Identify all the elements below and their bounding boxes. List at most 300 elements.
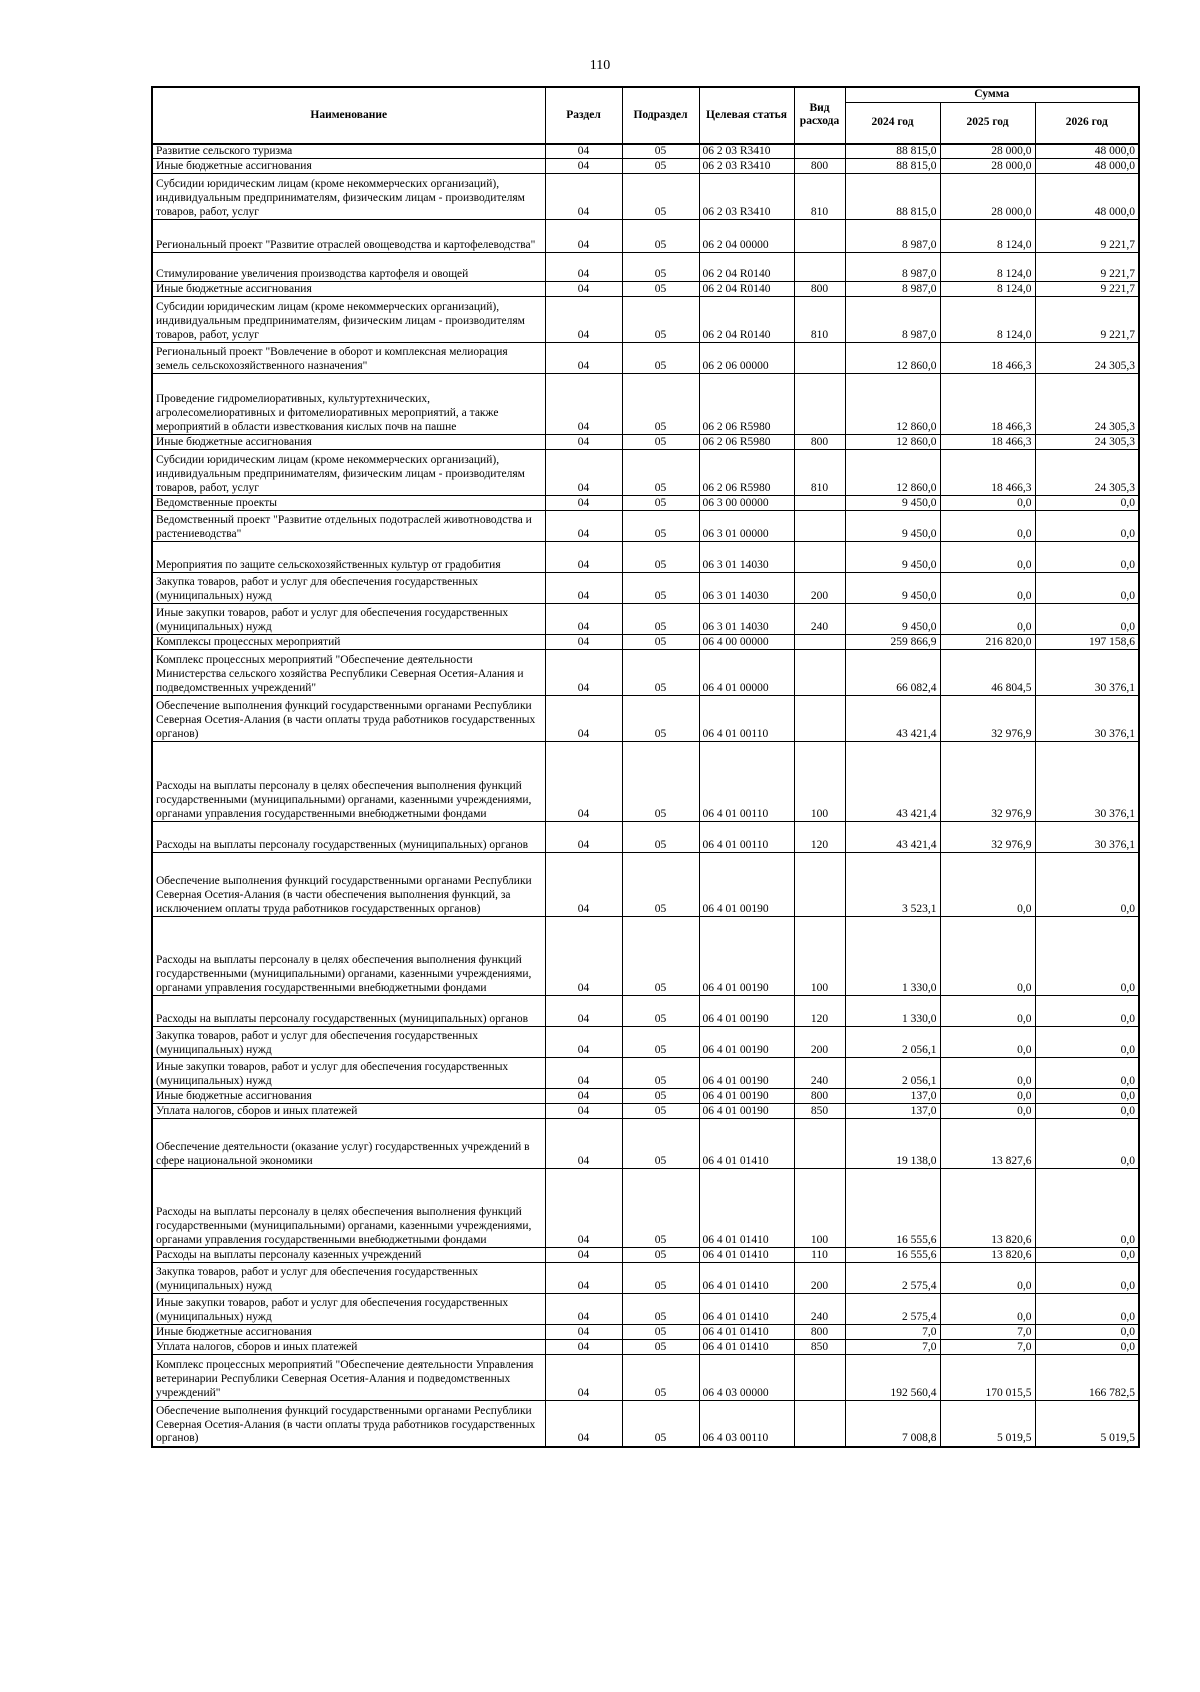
table-cell-2026: 24 305,3 bbox=[1035, 374, 1139, 435]
table-cell-2024: 88 815,0 bbox=[845, 144, 940, 159]
table-cell-razdel: 04 bbox=[545, 1401, 622, 1447]
table-cell-razdel: 04 bbox=[545, 174, 622, 220]
table-cell-2024: 9 450,0 bbox=[845, 542, 940, 573]
table-cell-name: Уплата налогов, сборов и иных платежей bbox=[152, 1340, 545, 1355]
table-cell-name: Закупка товаров, работ и услуг для обеспечения государственных (муниципальных) нужд bbox=[152, 573, 545, 604]
table-cell-2026: 0,0 bbox=[1035, 1089, 1139, 1104]
table-cell-2024: 16 555,6 bbox=[845, 1248, 940, 1263]
table-cell-2025: 18 466,3 bbox=[940, 435, 1035, 450]
table-cell-vid bbox=[794, 650, 845, 696]
table-cell-2025: 0,0 bbox=[940, 853, 1035, 917]
table-cell-2026: 24 305,3 bbox=[1035, 435, 1139, 450]
table-cell-2026: 30 376,1 bbox=[1035, 650, 1139, 696]
table-cell-target: 06 4 01 01410 bbox=[699, 1294, 794, 1325]
table-cell-razdel: 04 bbox=[545, 1089, 622, 1104]
table-cell-2025: 13 827,6 bbox=[940, 1119, 1035, 1169]
table-cell-target: 06 3 01 14030 bbox=[699, 573, 794, 604]
table-cell-vid: 800 bbox=[794, 1325, 845, 1340]
table-cell-2024: 12 860,0 bbox=[845, 343, 940, 374]
table-cell-2026: 0,0 bbox=[1035, 1169, 1139, 1248]
table-row bbox=[152, 696, 1139, 742]
page-number: 110 bbox=[589, 58, 611, 73]
table-cell-razdel: 04 bbox=[545, 1248, 622, 1263]
table-cell-vid bbox=[794, 220, 845, 253]
table-row bbox=[152, 1104, 1139, 1119]
table-row bbox=[152, 450, 1139, 496]
table-cell-2024: 9 450,0 bbox=[845, 604, 940, 635]
table-cell-podrazdel: 05 bbox=[622, 853, 699, 917]
table-cell-2025: 0,0 bbox=[940, 496, 1035, 511]
table-row bbox=[152, 435, 1139, 450]
table-cell-razdel: 04 bbox=[545, 159, 622, 174]
table-cell-razdel: 04 bbox=[545, 635, 622, 650]
table-cell-2026: 0,0 bbox=[1035, 511, 1139, 542]
table-cell-vid bbox=[794, 696, 845, 742]
table-row bbox=[152, 635, 1139, 650]
table-cell-2025: 0,0 bbox=[940, 1294, 1035, 1325]
table-cell-name: Региональный проект "Развитие отраслей овощеводства и картофелеводства" bbox=[152, 220, 545, 253]
table-cell-razdel: 04 bbox=[545, 996, 622, 1027]
table-cell-2025: 13 820,6 bbox=[940, 1169, 1035, 1248]
table-cell-2024: 9 450,0 bbox=[845, 511, 940, 542]
table-cell-2024: 1 330,0 bbox=[845, 917, 940, 996]
table-cell-name: Расходы на выплаты персоналу в целях обеспечения выполнения функций государственными (муниципальными) органами, казенными учреждениями, органами управления государственными внебюджетными фондами bbox=[152, 742, 545, 822]
table-row bbox=[152, 297, 1139, 343]
table-cell-podrazdel: 05 bbox=[622, 297, 699, 343]
table-cell-podrazdel: 05 bbox=[622, 282, 699, 297]
table-cell-2025: 8 124,0 bbox=[940, 253, 1035, 282]
table-cell-name: Иные закупки товаров, работ и услуг для обеспечения государственных (муниципальных) нужд bbox=[152, 1058, 545, 1089]
table-row bbox=[152, 343, 1139, 374]
table-cell-vid: 110 bbox=[794, 1248, 845, 1263]
table-cell-razdel: 04 bbox=[545, 1104, 622, 1119]
table-cell-2026: 0,0 bbox=[1035, 1294, 1139, 1325]
table-cell-target: 06 4 01 00190 bbox=[699, 996, 794, 1027]
table-cell-2024: 9 450,0 bbox=[845, 496, 940, 511]
table-row bbox=[152, 1325, 1139, 1340]
table-cell-razdel: 04 bbox=[545, 1294, 622, 1325]
table-cell-2025: 28 000,0 bbox=[940, 144, 1035, 159]
table-cell-2025: 216 820,0 bbox=[940, 635, 1035, 650]
table-cell-podrazdel: 05 bbox=[622, 1169, 699, 1248]
table-cell-2025: 0,0 bbox=[940, 1089, 1035, 1104]
table-cell-2024: 8 987,0 bbox=[845, 282, 940, 297]
table-cell-2024: 88 815,0 bbox=[845, 159, 940, 174]
table-cell-podrazdel: 05 bbox=[622, 604, 699, 635]
table-cell-name: Расходы на выплаты персоналу в целях обеспечения выполнения функций государственными (муниципальными) органами, казенными учреждениями, органами управления государственными внебюджетными фондами bbox=[152, 917, 545, 996]
table-cell-2024: 2 056,1 bbox=[845, 1027, 940, 1058]
table-cell-2024: 12 860,0 bbox=[845, 450, 940, 496]
table-cell-target: 06 4 01 01410 bbox=[699, 1325, 794, 1340]
table-cell-razdel: 04 bbox=[545, 742, 622, 822]
table-cell-2024: 8 987,0 bbox=[845, 220, 940, 253]
table-cell-vid bbox=[794, 374, 845, 435]
table-cell-vid: 810 bbox=[794, 450, 845, 496]
table-cell-2026: 0,0 bbox=[1035, 1263, 1139, 1294]
table-row bbox=[152, 1248, 1139, 1263]
table-cell-vid bbox=[794, 1119, 845, 1169]
table-cell-name: Проведение гидромелиоративных, культуртехнических, агролесомелиоративных и фитомелиоративных мероприятий, а также мероприятий в области известкования кислых почв на пашне bbox=[152, 374, 545, 435]
table-cell-2024: 259 866,9 bbox=[845, 635, 940, 650]
table-cell-2026: 24 305,3 bbox=[1035, 343, 1139, 374]
table-body bbox=[152, 144, 1139, 1447]
table-cell-name: Расходы на выплаты персоналу государственных (муниципальных) органов bbox=[152, 822, 545, 853]
table-row bbox=[152, 374, 1139, 435]
table-cell-vid: 100 bbox=[794, 1169, 845, 1248]
table-cell-2025: 0,0 bbox=[940, 1104, 1035, 1119]
table-cell-podrazdel: 05 bbox=[622, 1263, 699, 1294]
table-cell-2025: 0,0 bbox=[940, 1027, 1035, 1058]
table-cell-name: Ведомственный проект "Развитие отдельных подотраслей животноводства и растениеводства" bbox=[152, 511, 545, 542]
table-cell-name: Закупка товаров, работ и услуг для обеспечения государственных (муниципальных) нужд bbox=[152, 1027, 545, 1058]
table-cell-target: 06 3 01 14030 bbox=[699, 542, 794, 573]
table-cell-2026: 0,0 bbox=[1035, 542, 1139, 573]
table-cell-razdel: 04 bbox=[545, 542, 622, 573]
table-cell-name: Ведомственные проекты bbox=[152, 496, 545, 511]
table-cell-podrazdel: 05 bbox=[622, 374, 699, 435]
table-cell-vid: 850 bbox=[794, 1340, 845, 1355]
table-cell-razdel: 04 bbox=[545, 343, 622, 374]
table-cell-2025: 0,0 bbox=[940, 1058, 1035, 1089]
table-row bbox=[152, 1089, 1139, 1104]
header-2026: 2026 год bbox=[1035, 102, 1139, 144]
table-row bbox=[152, 742, 1139, 822]
table-cell-name: Комплекс процессных мероприятий "Обеспечение деятельности Управления ветеринарии Республики Северная Осетия-Алания и подведомственных учреждений" bbox=[152, 1355, 545, 1401]
table-cell-target: 06 3 00 00000 bbox=[699, 496, 794, 511]
table-cell-2026: 30 376,1 bbox=[1035, 822, 1139, 853]
table-cell-razdel: 04 bbox=[545, 282, 622, 297]
table-cell-2024: 7,0 bbox=[845, 1325, 940, 1340]
table-cell-2026: 0,0 bbox=[1035, 1325, 1139, 1340]
table-cell-2025: 46 804,5 bbox=[940, 650, 1035, 696]
table-cell-razdel: 04 bbox=[545, 496, 622, 511]
table-cell-podrazdel: 05 bbox=[622, 435, 699, 450]
table-cell-target: 06 4 01 00110 bbox=[699, 742, 794, 822]
table-cell-podrazdel: 05 bbox=[622, 635, 699, 650]
table-cell-2025: 13 820,6 bbox=[940, 1248, 1035, 1263]
table-cell-podrazdel: 05 bbox=[622, 917, 699, 996]
table-cell-target: 06 4 01 01410 bbox=[699, 1340, 794, 1355]
table-row bbox=[152, 159, 1139, 174]
table-cell-razdel: 04 bbox=[545, 604, 622, 635]
header-name: Наименование bbox=[152, 87, 545, 144]
table-cell-razdel: 04 bbox=[545, 1169, 622, 1248]
table-cell-target: 06 4 00 00000 bbox=[699, 635, 794, 650]
table-cell-razdel: 04 bbox=[545, 435, 622, 450]
table-cell-2025: 8 124,0 bbox=[940, 297, 1035, 343]
table-cell-target: 06 4 03 00110 bbox=[699, 1401, 794, 1447]
table-cell-2025: 32 976,9 bbox=[940, 742, 1035, 822]
table-cell-vid bbox=[794, 1401, 845, 1447]
table-cell-podrazdel: 05 bbox=[622, 253, 699, 282]
table-cell-razdel: 04 bbox=[545, 374, 622, 435]
table-cell-target: 06 2 03 R3410 bbox=[699, 174, 794, 220]
table-cell-vid: 810 bbox=[794, 297, 845, 343]
table-cell-2025: 0,0 bbox=[940, 542, 1035, 573]
table-cell-2025: 28 000,0 bbox=[940, 174, 1035, 220]
table-cell-2026: 0,0 bbox=[1035, 853, 1139, 917]
table-cell-2026: 9 221,7 bbox=[1035, 297, 1139, 343]
table-cell-name: Субсидии юридическим лицам (кроме некоммерческих организаций), индивидуальным предпринимателям, физическим лицам - производителям товаров, работ, услуг bbox=[152, 450, 545, 496]
table-cell-2025: 18 466,3 bbox=[940, 343, 1035, 374]
table-cell-target: 06 2 03 R3410 bbox=[699, 144, 794, 159]
table-cell-podrazdel: 05 bbox=[622, 1325, 699, 1340]
table-cell-razdel: 04 bbox=[545, 1263, 622, 1294]
table-cell-2024: 2 575,4 bbox=[845, 1294, 940, 1325]
table-cell-target: 06 2 04 00000 bbox=[699, 220, 794, 253]
table-cell-target: 06 4 03 00000 bbox=[699, 1355, 794, 1401]
table-cell-vid bbox=[794, 635, 845, 650]
table-cell-vid bbox=[794, 144, 845, 159]
table-row bbox=[152, 996, 1139, 1027]
table-cell-name: Иные бюджетные ассигнования bbox=[152, 282, 545, 297]
table-cell-2024: 137,0 bbox=[845, 1104, 940, 1119]
table-row bbox=[152, 282, 1139, 297]
table-cell-target: 06 4 01 00190 bbox=[699, 1027, 794, 1058]
table-row bbox=[152, 1263, 1139, 1294]
table-cell-2025: 0,0 bbox=[940, 511, 1035, 542]
budget-table bbox=[151, 86, 1140, 1448]
table-cell-vid: 100 bbox=[794, 742, 845, 822]
table-row bbox=[152, 1119, 1139, 1169]
table-cell-podrazdel: 05 bbox=[622, 496, 699, 511]
table-cell-2024: 12 860,0 bbox=[845, 374, 940, 435]
table-row bbox=[152, 1058, 1139, 1089]
table-cell-vid: 100 bbox=[794, 917, 845, 996]
table-cell-podrazdel: 05 bbox=[622, 996, 699, 1027]
table-cell-2026: 166 782,5 bbox=[1035, 1355, 1139, 1401]
table-cell-vid: 240 bbox=[794, 1294, 845, 1325]
table-cell-name: Расходы на выплаты персоналу государственных (муниципальных) органов bbox=[152, 996, 545, 1027]
header-2025: 2025 год bbox=[940, 102, 1035, 144]
table-cell-2024: 2 575,4 bbox=[845, 1263, 940, 1294]
table-cell-vid: 240 bbox=[794, 1058, 845, 1089]
table-cell-target: 06 2 06 R5980 bbox=[699, 374, 794, 435]
table-cell-podrazdel: 05 bbox=[622, 542, 699, 573]
table-cell-razdel: 04 bbox=[545, 511, 622, 542]
table-cell-2026: 0,0 bbox=[1035, 604, 1139, 635]
table-cell-vid bbox=[794, 542, 845, 573]
table-cell-2025: 0,0 bbox=[940, 573, 1035, 604]
table-cell-target: 06 4 01 00110 bbox=[699, 696, 794, 742]
table-cell-podrazdel: 05 bbox=[622, 1340, 699, 1355]
table-cell-2024: 66 082,4 bbox=[845, 650, 940, 696]
table-cell-podrazdel: 05 bbox=[622, 822, 699, 853]
table-cell-target: 06 4 01 01410 bbox=[699, 1248, 794, 1263]
table-cell-2026: 9 221,7 bbox=[1035, 282, 1139, 297]
table-cell-razdel: 04 bbox=[545, 297, 622, 343]
table-cell-name: Субсидии юридическим лицам (кроме некоммерческих организаций), индивидуальным предпринимателям, физическим лицам - производителям товаров, работ, услуг bbox=[152, 297, 545, 343]
table-cell-vid bbox=[794, 511, 845, 542]
header-podrazdel: Подраздел bbox=[622, 87, 699, 144]
table-cell-vid: 200 bbox=[794, 1263, 845, 1294]
table-cell-2026: 48 000,0 bbox=[1035, 174, 1139, 220]
table-cell-podrazdel: 05 bbox=[622, 159, 699, 174]
table-cell-2024: 43 421,4 bbox=[845, 696, 940, 742]
table-cell-name: Иные закупки товаров, работ и услуг для обеспечения государственных (муниципальных) нужд bbox=[152, 604, 545, 635]
table-cell-2026: 0,0 bbox=[1035, 496, 1139, 511]
table-cell-razdel: 04 bbox=[545, 220, 622, 253]
table-cell-2026: 0,0 bbox=[1035, 1119, 1139, 1169]
table-cell-razdel: 04 bbox=[545, 1340, 622, 1355]
table-cell-2025: 0,0 bbox=[940, 1263, 1035, 1294]
table-cell-2026: 0,0 bbox=[1035, 1248, 1139, 1263]
table-row bbox=[152, 1294, 1139, 1325]
table-cell-2024: 7 008,8 bbox=[845, 1401, 940, 1447]
table-cell-2024: 12 860,0 bbox=[845, 435, 940, 450]
table-row bbox=[152, 174, 1139, 220]
table-cell-target: 06 2 06 R5980 bbox=[699, 450, 794, 496]
table-cell-2024: 137,0 bbox=[845, 1089, 940, 1104]
table-cell-podrazdel: 05 bbox=[622, 1027, 699, 1058]
table-cell-vid bbox=[794, 253, 845, 282]
table-cell-target: 06 4 01 00110 bbox=[699, 822, 794, 853]
table-cell-2024: 1 330,0 bbox=[845, 996, 940, 1027]
table-cell-2026: 5 019,5 bbox=[1035, 1401, 1139, 1447]
table-cell-name: Субсидии юридическим лицам (кроме некоммерческих организаций), индивидуальным предпринимателям, физическим лицам - производителям товаров, работ, услуг bbox=[152, 174, 545, 220]
table-row bbox=[152, 1169, 1139, 1248]
table-cell-name: Развитие сельского туризма bbox=[152, 144, 545, 159]
table-cell-target: 06 4 01 00000 bbox=[699, 650, 794, 696]
table-cell-podrazdel: 05 bbox=[622, 1119, 699, 1169]
table-row bbox=[152, 853, 1139, 917]
table-row bbox=[152, 511, 1139, 542]
table-cell-vid: 850 bbox=[794, 1104, 845, 1119]
table-cell-podrazdel: 05 bbox=[622, 343, 699, 374]
table-cell-target: 06 2 03 R3410 bbox=[699, 159, 794, 174]
table-cell-name: Комплекс процессных мероприятий "Обеспечение деятельности Министерства сельского хозяйства Республики Северная Осетия-Алания и подведомственных учреждений" bbox=[152, 650, 545, 696]
table-cell-razdel: 04 bbox=[545, 650, 622, 696]
table-cell-target: 06 2 04 R0140 bbox=[699, 253, 794, 282]
table-cell-2025: 7,0 bbox=[940, 1325, 1035, 1340]
table-cell-podrazdel: 05 bbox=[622, 220, 699, 253]
table-cell-vid: 240 bbox=[794, 604, 845, 635]
table-row bbox=[152, 822, 1139, 853]
table-cell-2024: 192 560,4 bbox=[845, 1355, 940, 1401]
table-cell-podrazdel: 05 bbox=[622, 650, 699, 696]
table-cell-razdel: 04 bbox=[545, 1119, 622, 1169]
table-cell-2025: 0,0 bbox=[940, 996, 1035, 1027]
table-row bbox=[152, 220, 1139, 253]
table-cell-2024: 19 138,0 bbox=[845, 1119, 940, 1169]
table-cell-name: Обеспечение выполнения функций государственными органами Республики Северная Осетия-Алания (в части оплаты труда работников государственных органов) bbox=[152, 696, 545, 742]
table-cell-2025: 7,0 bbox=[940, 1340, 1035, 1355]
table-cell-2024: 7,0 bbox=[845, 1340, 940, 1355]
table-cell-vid: 200 bbox=[794, 1027, 845, 1058]
table-cell-podrazdel: 05 bbox=[622, 1104, 699, 1119]
table-cell-razdel: 04 bbox=[545, 696, 622, 742]
table-cell-vid bbox=[794, 496, 845, 511]
table-cell-2024: 2 056,1 bbox=[845, 1058, 940, 1089]
table-row bbox=[152, 496, 1139, 511]
table-cell-razdel: 04 bbox=[545, 253, 622, 282]
table-cell-2025: 5 019,5 bbox=[940, 1401, 1035, 1447]
table-cell-2025: 18 466,3 bbox=[940, 450, 1035, 496]
table-cell-2026: 9 221,7 bbox=[1035, 253, 1139, 282]
table-cell-podrazdel: 05 bbox=[622, 742, 699, 822]
table-cell-podrazdel: 05 bbox=[622, 511, 699, 542]
table-cell-target: 06 4 01 00190 bbox=[699, 853, 794, 917]
table-cell-podrazdel: 05 bbox=[622, 1248, 699, 1263]
table-cell-name: Стимулирование увеличения производства картофеля и овощей bbox=[152, 253, 545, 282]
table-cell-vid: 800 bbox=[794, 282, 845, 297]
table-cell-2025: 0,0 bbox=[940, 917, 1035, 996]
table-cell-podrazdel: 05 bbox=[622, 144, 699, 159]
table-cell-name: Иные закупки товаров, работ и услуг для обеспечения государственных (муниципальных) нужд bbox=[152, 1294, 545, 1325]
header-2024: 2024 год bbox=[845, 102, 940, 144]
table-cell-target: 06 4 01 00190 bbox=[699, 1089, 794, 1104]
table-cell-target: 06 4 01 01410 bbox=[699, 1169, 794, 1248]
table-cell-razdel: 04 bbox=[545, 822, 622, 853]
table-cell-name: Иные бюджетные ассигнования bbox=[152, 159, 545, 174]
table-row bbox=[152, 604, 1139, 635]
table-cell-2025: 32 976,9 bbox=[940, 696, 1035, 742]
table-cell-podrazdel: 05 bbox=[622, 1355, 699, 1401]
table-row bbox=[152, 1355, 1139, 1401]
table-cell-2026: 0,0 bbox=[1035, 573, 1139, 604]
table-cell-podrazdel: 05 bbox=[622, 450, 699, 496]
header-razdel: Раздел bbox=[545, 87, 622, 144]
table-row bbox=[152, 144, 1139, 159]
table-cell-razdel: 04 bbox=[545, 1058, 622, 1089]
table-cell-razdel: 04 bbox=[545, 853, 622, 917]
table-cell-vid: 800 bbox=[794, 159, 845, 174]
table-cell-2024: 16 555,6 bbox=[845, 1169, 940, 1248]
table-cell-2026: 0,0 bbox=[1035, 996, 1139, 1027]
table-cell-name: Обеспечение выполнения функций государственными органами Республики Северная Осетия-Алания (в части обеспечения выполнения функций, за исключением оплаты труда работников государственных органов) bbox=[152, 853, 545, 917]
table-cell-2024: 88 815,0 bbox=[845, 174, 940, 220]
table-cell-target: 06 2 04 R0140 bbox=[699, 282, 794, 297]
table-cell-2025: 8 124,0 bbox=[940, 282, 1035, 297]
table-cell-target: 06 4 01 01410 bbox=[699, 1119, 794, 1169]
table-row bbox=[152, 1027, 1139, 1058]
table-cell-2026: 30 376,1 bbox=[1035, 696, 1139, 742]
table-cell-name: Обеспечение деятельности (оказание услуг) государственных учреждений в сфере национальной экономики bbox=[152, 1119, 545, 1169]
table-cell-name: Уплата налогов, сборов и иных платежей bbox=[152, 1104, 545, 1119]
table-cell-podrazdel: 05 bbox=[622, 174, 699, 220]
table-cell-2025: 0,0 bbox=[940, 604, 1035, 635]
table-cell-target: 06 4 01 01410 bbox=[699, 1263, 794, 1294]
table-cell-2024: 9 450,0 bbox=[845, 573, 940, 604]
table-cell-podrazdel: 05 bbox=[622, 573, 699, 604]
table-cell-name: Расходы на выплаты персоналу казенных учреждений bbox=[152, 1248, 545, 1263]
table-cell-podrazdel: 05 bbox=[622, 696, 699, 742]
table-row bbox=[152, 1401, 1139, 1447]
table-cell-target: 06 3 01 14030 bbox=[699, 604, 794, 635]
table-row bbox=[152, 650, 1139, 696]
table-cell-target: 06 2 04 R0140 bbox=[699, 297, 794, 343]
table-cell-name: Закупка товаров, работ и услуг для обеспечения государственных (муниципальных) нужд bbox=[152, 1263, 545, 1294]
table-cell-razdel: 04 bbox=[545, 1325, 622, 1340]
table-cell-2024: 43 421,4 bbox=[845, 742, 940, 822]
table-cell-vid bbox=[794, 343, 845, 374]
table-cell-vid: 800 bbox=[794, 435, 845, 450]
table-cell-2026: 0,0 bbox=[1035, 1027, 1139, 1058]
table-cell-2024: 43 421,4 bbox=[845, 822, 940, 853]
table-cell-target: 06 2 06 R5980 bbox=[699, 435, 794, 450]
table-cell-name: Иные бюджетные ассигнования bbox=[152, 1089, 545, 1104]
table-cell-name: Иные бюджетные ассигнования bbox=[152, 435, 545, 450]
table-cell-2026: 197 158,6 bbox=[1035, 635, 1139, 650]
table-cell-vid bbox=[794, 853, 845, 917]
table-cell-2026: 24 305,3 bbox=[1035, 450, 1139, 496]
table-cell-razdel: 04 bbox=[545, 450, 622, 496]
table-cell-razdel: 04 bbox=[545, 917, 622, 996]
header-target: Целевая статья bbox=[699, 87, 794, 144]
table-cell-2026: 9 221,7 bbox=[1035, 220, 1139, 253]
table-cell-name: Региональный проект "Вовлечение в оборот и комплексная мелиорация земель сельскохозяйственного назначения" bbox=[152, 343, 545, 374]
table-cell-podrazdel: 05 bbox=[622, 1089, 699, 1104]
